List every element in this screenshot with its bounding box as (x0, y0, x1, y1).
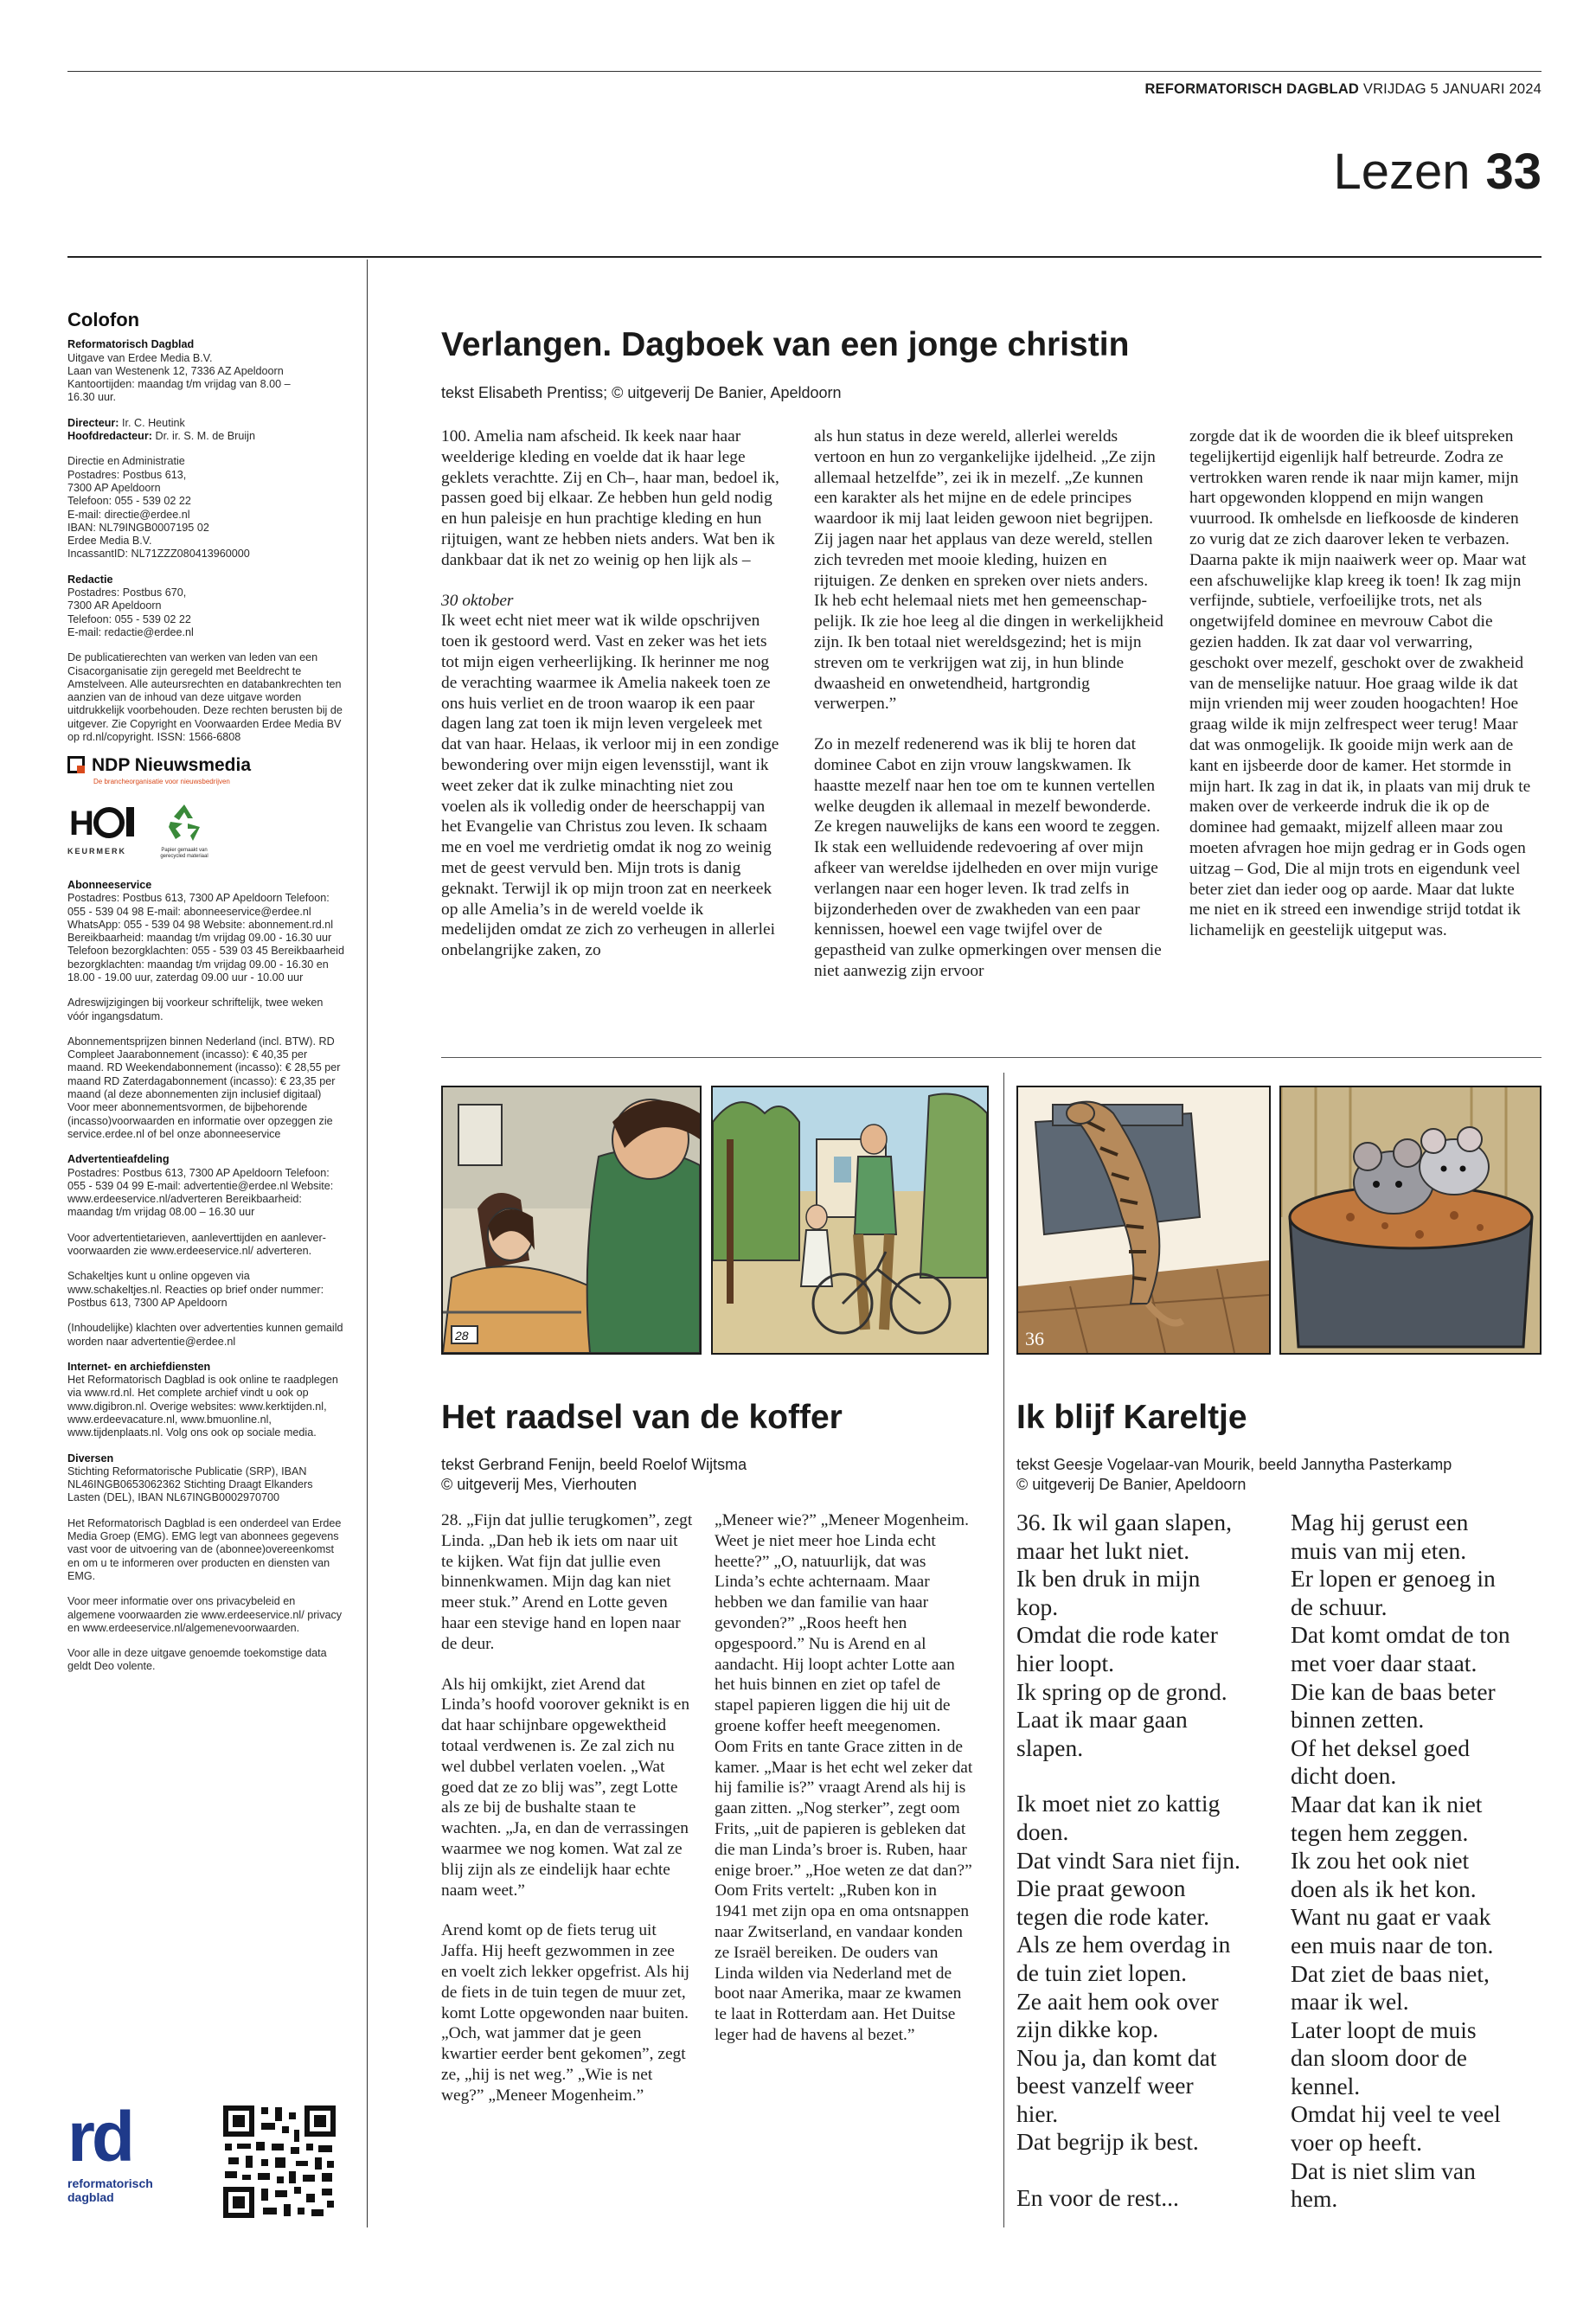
ndp-logo (67, 756, 344, 773)
editor-label: Hoofdredacteur: (67, 430, 152, 443)
privacy-text: Voor meer informatie over ons privacybeleid en algemene voorwaarden zie www.erdeeservice.nl/ privacy en www.erdeeservice.nl/algemenevoorwaarden. (67, 1595, 343, 1634)
voorwaarden-text: Voor advertentietarieven, aanleverttijden en aanlever-voorwaarden zie www.erdeeservice.nl/ adverteren. (67, 1231, 326, 1258)
article1-paragraph: als hun status in deze wereld, allerlei werelds vertoon en hun zo vergankelijke ijdelheid. „Ze zijn allemaal hetzelfde”, zei ik in mezelf. „Ze kunnen een karakter als het mijne en de edele principes waardoor ik mij laat leiden gewoon niet begrijpen. Zij jagen naar het applaus van deze wereld, stellen zich tevreden met mooie kleding, huizen en rijtuigen. Ze denken en spreken over niets anders. Ik heb echt helemaal niets met hen gemeenschappelijk. Ik zie hoe leeg al die dingen in werkelijkheid zijn. Ik ben totaal niet wereldsgezind; het is mijn streven om te verkrijgen wat zij, in hun blinde dwaasheid en onwetendheid, hartgrondig verwerpen.” (814, 427, 1163, 714)
poem-line: Nou ja, dan komt dat (1016, 2043, 1217, 2071)
keurmerk-label: KEURMERK (67, 847, 127, 856)
comic-panel-number: 36 (1025, 1328, 1044, 1349)
ndp-name: NDP Nieuwsmedia (92, 754, 252, 775)
poem-line: hier. (1016, 2099, 1059, 2127)
poem-line: dicht doen. (1291, 1762, 1397, 1790)
redactie-title: Redactie (67, 573, 113, 586)
poem-line: maar het lukt niet. (1016, 1536, 1190, 1564)
poem-line: tegen hem zeggen. (1291, 1818, 1469, 1846)
poem-line: hier loopt. (1016, 1649, 1115, 1676)
publisher-name: Reformatorisch Dagblad (67, 338, 195, 351)
paper-name: REFORMATORISCH DAGBLAD (1144, 81, 1360, 97)
comic-panel-right (711, 1086, 989, 1355)
article2-paragraph: 28. „Fijn dat jullie terugkomen”, zegt Linda. „Dan heb ik iets om naar uit te kijken. Wat fijn dat jullie even binnenkwamen. Mijn dag kan niet meer stuk.” Arend en Lotte geven haar een stevige hand en lopen naar de deur. (441, 1511, 693, 1653)
article2-credit (441, 1455, 747, 1495)
poem-line: Omdat die rode kater (1016, 1621, 1218, 1649)
poem-line: Omdat hij veel te veel (1291, 2100, 1501, 2128)
article2-column-1 (441, 1510, 694, 2106)
certification-logos (67, 801, 344, 860)
emg-text: Het Reformatorisch Dagblad is een onderdeel van Erdee Media Groep (EMG). EMG legt van abonnees gegevens vast voor de uitvoering van de (abonnee)overeenkomst en om u te informeren over producten en diensten van EMG. (67, 1516, 342, 1582)
advert-title: Advertentieafdeling (67, 1153, 170, 1166)
poem-line: Als ze hem overdag in (1016, 1931, 1231, 1958)
poem-line: En voor de rest... (1016, 2184, 1179, 2212)
poem-line: Die kan de baas beter (1291, 1677, 1496, 1705)
rd-logo-caption: dagblad (67, 2190, 114, 2204)
deo-text: Voor alle in deze uitgave genoemde toekomstige data geldt Deo volente. (67, 1647, 327, 1673)
prijzen-text: Abonnementsprijzen binnen Nederland (incl. BTW). RD Compleet Jaarabonnement (incasso): € 40,35 per maand. RD Weekendabonnement (incasso): € 28,55 per maand RD Zaterdagabonnement (incasso): € 23,35 per maand (al deze abonnementen zijn inclusief digitaal) Voor meer abonnementsvormen, de bijbehorende (incasso)voorwaarden en informatie over opzeggen zie service.erdee.nl of bel onze abonneeservice (67, 1035, 341, 1140)
admin-line: Telefoon: 055 - 539 02 22 (67, 495, 191, 508)
poem-line: Er lopen er genoeg in (1291, 1565, 1496, 1593)
recycle-logo (154, 801, 215, 860)
redactie-line: E-mail: redactie@erdee.nl (67, 625, 194, 638)
admin-line: IncassantID: NL71ZZZ080413960000 (67, 548, 250, 561)
comic-garden-scene (713, 1087, 987, 1353)
article2-paragraph: Als hij omkijkt, ziet Arend dat Linda’s hoofd voorover geknikt is en dat haar schijnbare opgewektheid totaal verdwenen is. Ze zal zich nu wel dubbel verlaten voelen. „Wat goed dat ze zo blij was”, zegt Lotte als ze bij de bushalte staan te wachten. „Ja, en dan de verrassingen waarmee we nog komen. Wat zal ze blij zijn als ze eindelijk haar echte naam weet.” (441, 1675, 690, 1900)
article3-column-1 (1016, 1509, 1276, 2213)
article1-column-3 (1189, 426, 1535, 941)
comic-hospital-scene (443, 1087, 700, 1353)
publisher-line: Uitgave van Erdee Media B.V. (67, 351, 213, 364)
column-divider (367, 260, 368, 2227)
article2-paragraph: „Meneer wie?” „Meneer Mogenheim. Weet je niet meer hoe Linda echt heette?” „O, natuurlijk, dat was Linda’s echte achternaam. Maar hebben we dan familie van haar gevonden?” „Roos heeft hen opgespoord.” Nu is Arend en al aandacht. Hij loopt achter Lotte aan het huis binnen en ziet op tafel de stapel papieren liggen die hij uit de groene koffer heeft meegenomen. Oom Frits en tante Grace zitten in de kamer. „Maar is het echt wel zeker dat hij familie is?” vraagt Arend als hij is gaan zitten. „Nog sterker”, zegt oom Frits, „uit de papieren is gebleken dat die man Linda’s broer is. Ruben, haar enige broer.” „Hoe weten ze dat dan?” Oom Frits vertelt: „Ruben kon in 1941 met zijn opa en oma ontsnappen naar Zwitserland, en vandaar konden ze Israël bereiken. De ouders van Linda wilden via Nederland met de boot naar Amerika, maar ze kwamen te laat in Rotterdam aan. Het Duitse leger had de havens al bezet.” (715, 1511, 973, 2044)
svg-text:H: H (69, 804, 94, 842)
article2-credit-line: © uitgeverij Mes, Vierhouten (441, 1476, 638, 1493)
admin-line: 7300 AP Apeldoorn (67, 481, 161, 494)
article1-column-1 (441, 426, 782, 961)
director: Ir. C. Heutink (122, 416, 185, 429)
internet-text: Het Reformatorisch Dagblad is ook online te raadplegen via www.rd.nl. Het complete archief vindt u ook op www.digibron.nl. Overige websites: www.kerktijden.nl, www.erdeevacature.nl, www.bmuonline.nl, www.tijdenplaats.nl. Volg ons ook op sociale media. (67, 1374, 338, 1439)
article1-paragraph: zorgde dat ik de woorden die ik bleef uitspreken tegelijkertijd eigenlijk half betreurde. Zodra ze vertrokken waren rende ik naar mijn kamer, mijn hart opgewonden kloppend en mijn wangen vuurrood. Ik omhelsde en liefkoosde de kinderen zo vurig dat ze zich daarover leken te verbazen. Daarna pakte ik mijn naaiwerk weer op. Maar wat een afschuwelijke klap kreeg ik toen! Ik zag mijn verfijnde, subtiele, verfoeilijke trots, net als ongetwijfeld dominee en mevrouw Cabot die gezien hadden. Ik zat daar vol verwarring, geschokt over mezelf, geschokt over de zwakheid van de menselijke natuur. Hoe graag wilde ik dat mijn vrienden mij weer zouden hoogachten! Hoe graag wilde ik mijn zelfrespect weer terug! Maar dat was onmogelijk. Ik gooide mijn werk aan de kant en ijsbeerde door de kamer. Het stormde in mijn hart. Ik zag in dat ik, in plaats van mij druk te maken over de verkeerde indruk die ik op de dominee had gemaakt, mijzelf alleen maar zou moeten afvragen hoe mijn gedrag er in Gods ogen uitzag – God, Die al mijn trots en eigendunk veel beter ziet dan ieder oog op aarde. Maar dat lukte me niet en ik streed een inwendige strijd totdat ik lichamelijk en geestelijk uitgeput was. (1189, 427, 1531, 940)
poem-line: slapen. (1016, 1734, 1084, 1761)
abonnee-title: Abonneeservice (67, 878, 152, 891)
article2-credit-line: tekst Gerbrand Fenijn, beeld Roelof Wijtsma (441, 1456, 747, 1473)
internet-title: Internet- en archiefdiensten (67, 1360, 211, 1373)
page-number: 33 (1485, 144, 1542, 200)
klachten-text: (Inhoudelijke) klachten over advertenties kunnen gemaild worden naar advertentie@erdee.nl (67, 1322, 343, 1348)
poem-line: Die praat gewoon (1016, 1875, 1186, 1902)
colofon-title: Colofon (67, 309, 140, 330)
poem-line: Ik ben druk in mijn (1016, 1565, 1201, 1593)
poem-line: binnen zetten. (1291, 1706, 1425, 1734)
poem-line: Dat ziet de baas niet, (1291, 1959, 1490, 1987)
article1-date: 30 oktober (441, 591, 514, 610)
section-head (1333, 144, 1542, 200)
comic-mice-scene (1281, 1087, 1540, 1353)
poem-line: maar ik wel. (1291, 1988, 1409, 2016)
rd-logo-mark: rd (67, 2098, 131, 2176)
section-name: Lezen (1333, 144, 1471, 200)
comic-cat-scene (1018, 1087, 1269, 1353)
editor: Dr. ir. S. M. de Bruijn (155, 430, 255, 443)
admin-line: E-mail: directie@erdee.nl (67, 508, 190, 521)
recycle-icon (162, 801, 207, 844)
article3-credit-line: © uitgeverij De Banier, Apeldoorn (1016, 1476, 1247, 1493)
poem-line: muis van mij eten. (1291, 1536, 1467, 1564)
article1-bottom-rule (441, 1057, 1542, 1058)
rd-logo-caption: reformatorisch (67, 2176, 153, 2190)
poem-line: Mag hij gerust een (1291, 1509, 1469, 1535)
admin-line: Erdee Media B.V. (67, 535, 152, 548)
article3-column-2 (1291, 1509, 1550, 2214)
article2-column-2 (715, 1510, 974, 2046)
article3-credit-line: tekst Geesje Vogelaar-van Mourik, beeld Jannytha Pasterkamp (1016, 1456, 1452, 1473)
comic-panel-mice (1279, 1086, 1542, 1355)
poem-line: Of het deksel goed (1291, 1734, 1470, 1761)
publisher-line: Kantoortijden: maandag t/m vrijdag van 8.00 – (67, 378, 291, 391)
poem-line: Ze aait hem ook over (1016, 1987, 1219, 2015)
running-head (1144, 81, 1542, 98)
top-rule (67, 71, 1542, 72)
poem-line: doen als ik het kon. (1291, 1875, 1477, 1902)
redactie-line: Postadres: Postbus 670, (67, 586, 187, 599)
poem-line: zijn dikke kop. (1016, 2016, 1159, 2043)
admin-line: Postadres: Postbus 613, (67, 468, 187, 481)
redactie-line: 7300 AR Apeldoorn (67, 599, 162, 612)
poem-line: Dat vindt Sara niet fijn. (1016, 1846, 1240, 1874)
rights-text: De publicatierechten van werken van leden van een Cisacorganisatie zijn geregeld met Beeldrecht te Amstelveen. Alle auteursrechten en databankrechten ten aanzien van de inhoud van deze uitgave worden uitdrukkelijk voorbehouden. Deze rechten berusten bij de uitgever. Zie Copyright en Voorwaarden Erdee Media BV op rd.nl/copyright. ISSN: 1566-6808 (67, 651, 343, 744)
ndp-tagline: De brancheorganisatie voor nieuwsbedrijven (93, 778, 230, 786)
ndp-square-icon (67, 756, 85, 773)
poem-line: tegen die rode kater. (1016, 1902, 1209, 1930)
comic-panel-number: 28 (455, 1329, 469, 1343)
poem-line: Dat is niet slim van (1291, 2157, 1476, 2184)
article1-credit: tekst Elisabeth Prentiss; © uitgeverij De Banier, Apeldoorn (441, 384, 842, 401)
qr-code[interactable] (221, 2104, 337, 2220)
poem-line: de schuur. (1291, 1593, 1388, 1620)
admin-line: IBAN: NL79INGB0007195 02 (67, 521, 209, 534)
article1-paragraph: Zo in mezelf redenerend was ik blij te horen dat dominee Cabot en zijn vrouw langskwamen. Ik haastte mezelf naar hen toe om te kunnen vertellen welke deugden ik allemaal in mezelf bewonderde. Ze kregen nauwelijks de kans een woord te zeggen. Ik stak een welluidende redevoering af over mijn afkeer van wereldse ijdelheden en over mijn vurige verlangen naar een hoger leven. Ik trad zelfs in bijzonderheden over de zwakheden van een paar kennissen, hoewel een vage twijfel over de gepastheid van zulke opmerkingen over mensen die niet aanwezig zijn ervoor (814, 735, 1162, 980)
article1-paragraph: Ik weet echt niet meer wat ik wilde opschrijven toen ik gestoord werd. Vast en zeker was het iets tot mijn eigen verheerlijking. Ik herinner me nog de verachting waarmee ik Amelia nakeek toen ze ons huis verliet en de troon waarop ik een paar dagen lang zat toen ik mijn leven vergeleek met dat van haar. Helaas, ik verloor mij in een zondige bewondering over mijn eigen levensstijl, want ik weet zeker dat ik zulke minachting niet zou voelen als ik volledig onder de heerschappij van het Evangelie van Christus zou leven. Ik schaam me en voel me verdrietig omdat ik nog zo weinig met de geest vervuld ben. Mijn trots is danig geknakt. Terwijl ik op mijn troon zat en neerkeek op alle Amelia’s in de wereld voelde ik medelijden omdat ze zich zo verheugen in allerlei onbelangrijke zaken, zo (441, 612, 779, 960)
poem-line: Want nu gaat er vaak (1291, 1903, 1491, 1931)
header-rule (67, 256, 1542, 258)
poem-line: Ik spring op de grond. (1016, 1677, 1227, 1705)
poem-line: Dat begrijp ik best. (1016, 2128, 1199, 2156)
article3-title: Ik blijf Kareltje (1016, 1399, 1247, 1436)
director-label: Directeur: (67, 416, 119, 429)
poem-line: Maar dat kan ik niet (1291, 1790, 1483, 1817)
poem-line: 36. Ik wil gaan slapen, (1016, 1509, 1232, 1535)
qr-code-icon[interactable] (221, 2104, 337, 2220)
poem-line: met voer daar staat. (1291, 1649, 1477, 1676)
poem-line: hem. (1291, 2185, 1338, 2213)
poem-line: beest vanzelf weer (1016, 2072, 1194, 2099)
colofon (67, 309, 344, 1686)
schakel-text: Schakeltjes kunt u online opgeven via www.schakeltjes.nl. Reacties op brief onder nummer: Postbus 613, 7300 AP Apeldoorn (67, 1270, 324, 1309)
comic-panel-left (441, 1086, 702, 1355)
issue-date: VRIJDAG 5 JANUARI 2024 (1362, 81, 1542, 97)
article1-paragraph: 100. Amelia nam afscheid. Ik keek naar haar weelderige kleding en voelde dat ik haar lege geklets verachtte. Zij en Ch–, haar man, bedoel ik, passen goed bij elkaar. Ze hebben hun geld nodig en hun paleisje en hun prachtige kleding en hun rijtuigen, want ze hebben niets anders. Wat ben ik dankbaar dat ik net zo weinig op hen lijk als – (441, 427, 779, 569)
article2-title: Het raadsel van de koffer (441, 1399, 843, 1436)
poem-line: Dat komt omdat de ton (1291, 1621, 1510, 1649)
admin-line: Directie en Administratie (67, 455, 185, 468)
poem-line: Ik moet niet zo kattig (1016, 1790, 1221, 1817)
story-divider (1003, 1073, 1004, 2227)
poem-line: doen. (1016, 1817, 1069, 1845)
poem-line: voer op heeft. (1291, 2129, 1422, 2157)
poem-line: dan sloom door de (1291, 2044, 1467, 2072)
comic-panel-cat (1016, 1086, 1271, 1355)
article1-title: Verlangen. Dagboek van een jonge christin (441, 326, 1130, 363)
keurmerk-logo (67, 802, 138, 859)
advert-text: Postadres: Postbus 613, 7300 AP Apeldoorn Telefoon: 055 - 539 04 99 E-mail: advertentie@erdee.nl Website: www.erdeeservice.nl/adverteren Bereikbaarheid: maandag t/m vrijdag 08.00 – 16.30 uur (67, 1166, 334, 1219)
diversen-title: Diversen (67, 1452, 114, 1465)
diversen-text: Stichting Reformatorische Publicatie (SRP), IBAN NL46INGB0653062362 Stichting Draagt Elkanders Lasten (DEL), IBAN NL67INGB0002970700 (67, 1465, 313, 1504)
hoi-keurmerk-icon (67, 802, 138, 842)
abonnee-text: Postadres: Postbus 613, 7300 AP Apeldoorn Telefoon: 055 - 539 04 98 E-mail: abonneeservice@erdee.nl WhatsApp: 055 - 539 04 98 Website: abonnement.rd.nl Bereikbaarheid: maandag t/m vrijdag 09.00 - 16.30 uur Telefoon bezorgklachten: 055 - 539 03 45 Bereikbaarheid bezorgklachten: maandag t/m vrijdag 09.00 - 16.30 en 18.00 - 19.00 uur, zaterdag 09.00 uur - 10.00 uur (67, 892, 344, 984)
article1-column-2 (814, 426, 1163, 982)
rd-logo (67, 2098, 189, 2204)
article3-credit (1016, 1455, 1452, 1495)
recycle-label: Papier gemaakt van gerecycled materiaal (160, 847, 208, 859)
poem-line: een muis naar de ton. (1291, 1931, 1494, 1958)
poem-line: Laat ik maar gaan (1016, 1706, 1188, 1734)
poem-line: kennel. (1291, 2072, 1361, 2099)
poem-line: Ik zou het ook niet (1291, 1847, 1470, 1875)
publisher-line: Laan van Westenenk 12, 7336 AZ Apeldoorn (67, 364, 284, 377)
poem-line: kop. (1016, 1593, 1059, 1620)
poem-line: de tuin ziet lopen. (1016, 1958, 1188, 1986)
redactie-line: Telefoon: 055 - 539 02 22 (67, 612, 191, 625)
adres-text: Adreswijzigingen bij voorkeur schriftelijk, twee weken vóór ingangsdatum. (67, 997, 324, 1022)
poem-line: Later loopt de muis (1291, 2016, 1477, 2043)
publisher-line: 16.30 uur. (67, 391, 117, 404)
article2-paragraph: Arend komt op de fiets terug uit Jaffa. Hij heeft gezwommen in zee en voelt zich lekker opgefrist. Als hij de fiets in de tuin tegen de muur zet, komt Lotte opgewonden naar buiten. „Och, wat jammer dat je geen kwartier eerder bent gekomen”, zegt ze, „hij is net weg.” „Wie is net weg?” „Meneer Mogenheim.” (441, 1921, 690, 2105)
